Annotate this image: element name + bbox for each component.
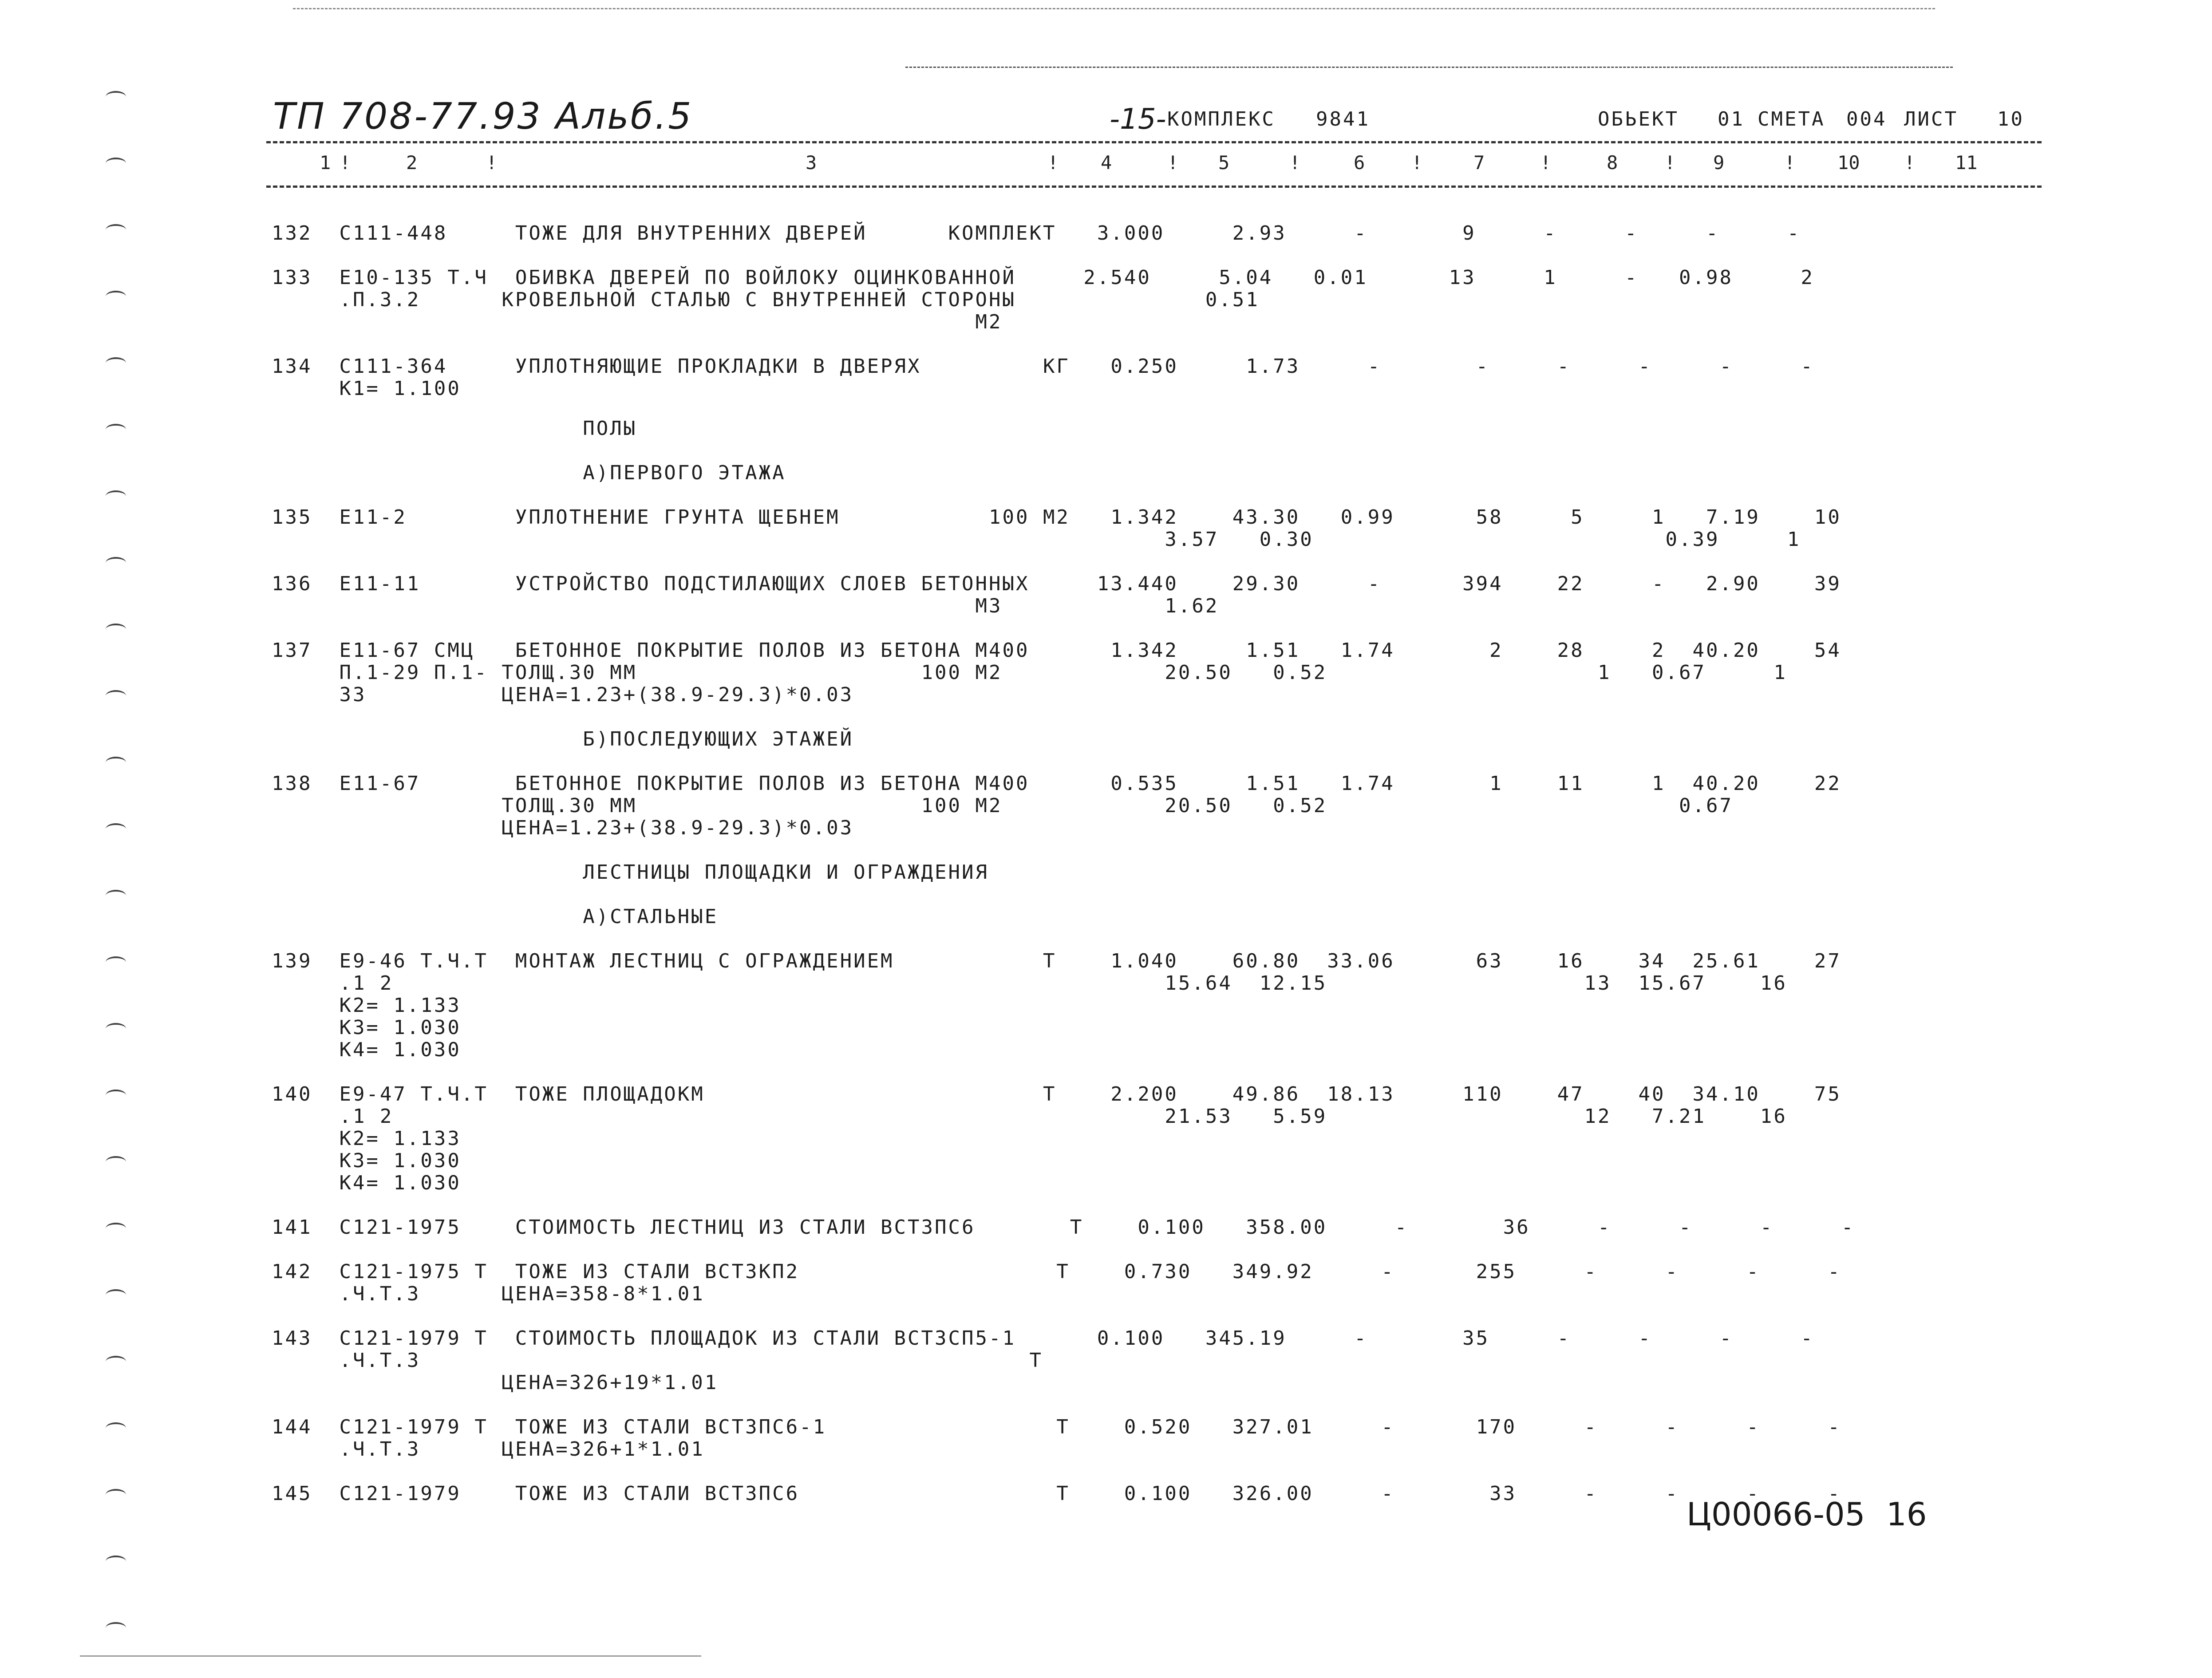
complex-value: 9841 xyxy=(1316,108,1370,130)
row-line: ЦЕНА=326+19*1.01 xyxy=(272,1371,719,1394)
col-num-8: 8 xyxy=(1607,152,1618,174)
handwritten-document-code: ТП 708-77.93 Альб.5 xyxy=(273,95,693,138)
col-num-4: 4 xyxy=(1101,152,1112,174)
row-line: .1 2 15.64 12.15 13 15.67 16 xyxy=(272,972,1787,995)
page-mark: -15- xyxy=(1110,103,1166,136)
sheet-value: 10 xyxy=(1997,108,2024,130)
row-line: 134 С111-364 УПЛОТНЯЮЩИЕ ПРОКЛАДКИ В ДВЕРЯХ КГ 0.250 1.73 - - - - - - xyxy=(272,355,1814,378)
row-line: М3 1.62 xyxy=(272,595,1219,617)
row-line: 144 С121-1979 Т ТОЖЕ ИЗ СТАЛИ ВСТ3ПС6-1 Т 0.520 327.01 - 170 - - - - xyxy=(272,1416,1841,1438)
row-line: 33 ЦЕНА=1.23+(38.9-29.3)*0.03 xyxy=(272,683,854,706)
col-num-6: 6 xyxy=(1354,152,1365,174)
row-line: Б)ПОСЛЕДУЮЩИХ ЭТАЖЕЙ xyxy=(272,728,854,750)
stamp-number: 16 xyxy=(1886,1496,1927,1533)
row-line: 142 С121-1975 Т ТОЖЕ ИЗ СТАЛИ ВСТ3КП2 Т 0.730 349.92 - 255 - - - - xyxy=(272,1260,1841,1283)
row-line: К2= 1.133 xyxy=(272,994,461,1017)
col-num-2: 2 xyxy=(406,152,418,174)
row-line: А)СТАЛЬНЫЕ xyxy=(272,905,719,928)
row-line: 145 С121-1979 ТОЖЕ ИЗ СТАЛИ ВСТ3ПС6 Т 0.100 326.00 - 33 - - - - xyxy=(272,1482,1841,1505)
row-line: К3= 1.030 xyxy=(272,1149,461,1172)
row-line: .Ч.Т.3 ЦЕНА=326+1*1.01 xyxy=(272,1438,705,1461)
row-line: .1 2 21.53 5.59 12 7.21 16 xyxy=(272,1105,1787,1128)
row-line: 135 Е11-2 УПЛОТНЕНИЕ ГРУНТА ЩЕБНЕМ 100 М2 1.342 43.30 0.99 58 5 1 7.19 10 xyxy=(272,506,1841,529)
object-value: 01 xyxy=(1718,108,1745,130)
sheet-label: ЛИСТ xyxy=(1904,108,1958,130)
row-line: 139 Е9-46 Т.Ч.Т МОНТАЖ ЛЕСТНИЦ С ОГРАЖДЕНИЕМ Т 1.040 60.80 33.06 63 16 34 25.61 27 xyxy=(272,950,1841,972)
col-num-3: 3 xyxy=(806,152,817,174)
row-line: К1= 1.100 xyxy=(272,377,461,400)
stamp-code: Ц00066-05 xyxy=(1687,1496,1865,1533)
row-line: 3.57 0.30 0.39 1 xyxy=(272,528,1801,551)
row-line: 136 Е11-11 УСТРОЙСТВО ПОДСТИЛАЮЩИХ СЛОЕВ БЕТОННЫХ 13.440 29.30 - 394 22 - 2.90 39 xyxy=(272,572,1841,595)
complex-label: КОМПЛЕКС xyxy=(1167,108,1276,130)
header-rule-top xyxy=(266,141,2042,143)
row-line: К4= 1.030 xyxy=(272,1172,461,1194)
col-num-5: 5 xyxy=(1218,152,1230,174)
estimate-label: СМЕТА xyxy=(1758,108,1825,130)
top-scan-rule xyxy=(293,8,1935,9)
row-line: М2 xyxy=(272,311,1003,333)
row-line: .П.3.2 КРОВЕЛЬНОЙ СТАЛЬЮ С ВНУТРЕННЕЙ СТОРОНЫ 0.51 xyxy=(272,288,1260,311)
row-line: П.1-29 П.1- ТОЛЩ.30 ММ 100 М2 20.50 0.52 1 0.67 1 xyxy=(272,661,1787,684)
row-line: ПОЛЫ xyxy=(272,417,637,440)
row-line: 140 Е9-47 Т.Ч.Т ТОЖЕ ПЛОЩАДОКМ Т 2.200 49.86 18.13 110 47 40 34.10 75 xyxy=(272,1083,1841,1106)
row-line: 141 С121-1975 СТОИМОСТЬ ЛЕСТНИЦ ИЗ СТАЛИ ВСТ3ПС6 Т 0.100 358.00 - 36 - - - - xyxy=(272,1216,1855,1239)
col-num-10: 10 xyxy=(1837,152,1860,174)
row-line: 133 Е10-135 Т.Ч ОБИВКА ДВЕРЕЙ ПО ВОЙЛОКУ ОЦИНКОВАННОЙ 2.540 5.04 0.01 13 1 - 0.98 2 xyxy=(272,266,1814,289)
col-num-1: 1 xyxy=(320,152,331,174)
row-line: ЛЕСТНИЦЫ ПЛОЩАДКИ И ОГРАЖДЕНИЯ xyxy=(272,861,989,884)
object-label: ОБЬЕКТ xyxy=(1598,108,1679,130)
row-line: 138 Е11-67 БЕТОННОЕ ПОКРЫТИЕ ПОЛОВ ИЗ БЕТОНА М400 0.535 1.51 1.74 1 11 1 40.20 22 xyxy=(272,772,1841,795)
col-num-7: 7 xyxy=(1473,152,1485,174)
row-line: 132 С111-448 ТОЖЕ ДЛЯ ВНУТРЕННИХ ДВЕРЕЙ КОМПЛЕКТ 3.000 2.93 - 9 - - - - xyxy=(272,222,1801,245)
row-line: ЦЕНА=1.23+(38.9-29.3)*0.03 xyxy=(272,817,854,839)
row-line: К4= 1.030 xyxy=(272,1038,461,1061)
col-num-11: 11 xyxy=(1955,152,1978,174)
row-line: К3= 1.030 xyxy=(272,1016,461,1039)
row-line: 143 С121-1979 Т СТОИМОСТЬ ПЛОЩАДОК ИЗ СТАЛИ ВСТ3СП5-1 0.100 345.19 - 35 - - - - xyxy=(272,1327,1814,1350)
col-num-9: 9 xyxy=(1713,152,1725,174)
row-line: А)ПЕРВОГО ЭТАЖА xyxy=(272,462,786,484)
estimate-value: 004 xyxy=(1846,108,1887,130)
row-line: .Ч.Т.3 ЦЕНА=358-8*1.01 xyxy=(272,1283,705,1305)
row-line: .Ч.Т.3 Т xyxy=(272,1349,1043,1372)
top-short-rule xyxy=(905,67,1953,68)
row-line: К2= 1.133 xyxy=(272,1127,461,1150)
bottom-scan-rule xyxy=(80,1655,701,1657)
header-rule-bottom xyxy=(266,186,2042,188)
row-line: ТОЛЩ.30 ММ 100 М2 20.50 0.52 0.67 xyxy=(272,794,1733,817)
row-line: 137 Е11-67 СМЦ БЕТОННОЕ ПОКРЫТИЕ ПОЛОВ ИЗ БЕТОНА М400 1.342 1.51 1.74 2 28 2 40.20 54 xyxy=(272,639,1841,662)
